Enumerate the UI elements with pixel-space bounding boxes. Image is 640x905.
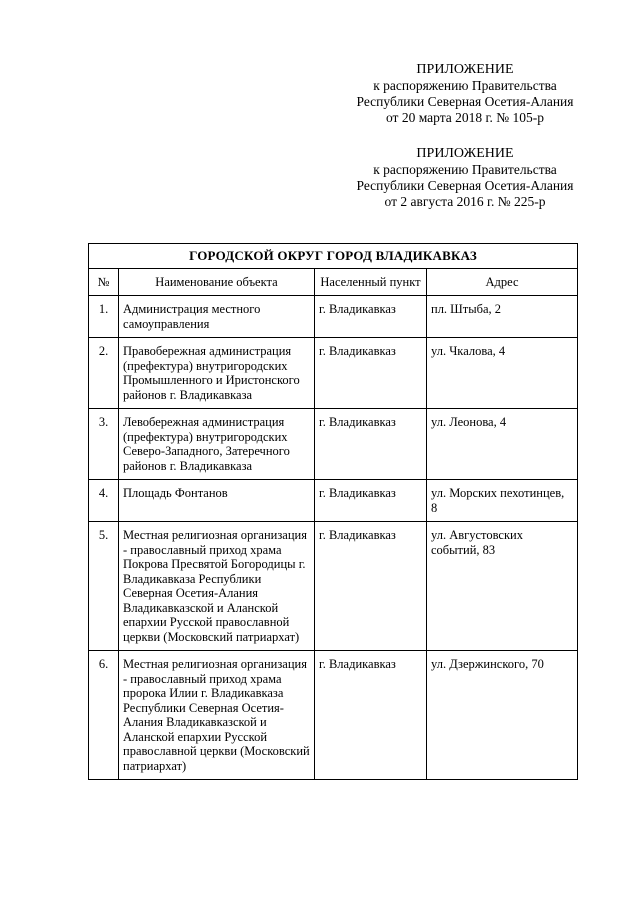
row-object-name: Площадь Фонтанов	[119, 480, 315, 522]
row-object-name: Местная религиозная организация - православный приход храма Покрова Пресвятой Богородицы г. Владикавказа Республики Северная Осетия-Алания Владикавказской и Аланской епархии Русской православной церкви (Московский патриархат)	[119, 522, 315, 651]
row-number: 3.	[89, 409, 119, 480]
column-header-address: Адрес	[427, 269, 578, 296]
row-address: ул. Чкалова, 4	[427, 338, 578, 409]
row-address: ул. Морских пехотинцев, 8	[427, 480, 578, 522]
appendix-title: ПРИЛОЖЕНИЕ	[416, 62, 514, 77]
row-locality: г. Владикавказ	[315, 338, 427, 409]
appendix-title: ПРИЛОЖЕНИЕ	[416, 146, 514, 161]
row-object-name: Правобережная администрация (префектура) внутригородских Промышленного и Иристонского районов г. Владикавказа	[119, 338, 315, 409]
row-locality: г. Владикавказ	[315, 409, 427, 480]
table-row	[89, 522, 578, 651]
appendix-line: к распоряжению Правительства	[373, 162, 557, 177]
row-object-name: Местная религиозная организация - православный приход храма пророка Илии г. Владикавказа Республики Северная Осетия-Алания Владикавказской и Аланской епархии Русской православной церкви (Московский патриархат)	[119, 651, 315, 780]
row-locality: г. Владикавказ	[315, 522, 427, 651]
appendix-date-line: от 20 марта 2018 г. № 105-р	[385, 110, 545, 125]
row-locality: г. Владикавказ	[315, 296, 427, 338]
row-address: ул. Леонова, 4	[427, 409, 578, 480]
table-row	[89, 651, 578, 780]
table-row	[89, 338, 578, 409]
table-row	[89, 480, 578, 522]
table-row	[89, 409, 578, 480]
appendix-line: Республики Северная Осетия-Алания	[356, 178, 574, 193]
table-header-row	[89, 269, 578, 296]
column-header-number: №	[89, 269, 119, 296]
row-object-name: Администрация местного самоуправления	[119, 296, 315, 338]
table-row	[89, 296, 578, 338]
row-address: пл. Штыба, 2	[427, 296, 578, 338]
objects-table	[88, 243, 578, 780]
row-number: 4.	[89, 480, 119, 522]
appendix-line: к распоряжению Правительства	[373, 78, 557, 93]
row-locality: г. Владикавказ	[315, 651, 427, 780]
row-address: ул. Августовских событий, 83	[427, 522, 578, 651]
row-number: 5.	[89, 522, 119, 651]
row-object-name: Левобережная администрация (префектура) внутригородских Северо-Западного, Затеречного районов г. Владикавказа	[119, 409, 315, 480]
appendix-date-line: от 2 августа 2016 г. № 225-р	[384, 194, 546, 209]
appendix-header-2	[320, 146, 610, 210]
row-address: ул. Дзержинского, 70	[427, 651, 578, 780]
row-number: 2.	[89, 338, 119, 409]
appendix-line: Республики Северная Осетия-Алания	[356, 94, 574, 109]
row-number: 1.	[89, 296, 119, 338]
column-header-locality: Населенный пункт	[315, 269, 427, 296]
table-group-title: ГОРОДСКОЙ ОКРУГ ГОРОД ВЛАДИКАВКАЗ	[89, 244, 578, 269]
appendix-header-1	[320, 62, 610, 126]
column-header-name: Наименование объекта	[119, 269, 315, 296]
row-number: 6.	[89, 651, 119, 780]
row-locality: г. Владикавказ	[315, 480, 427, 522]
